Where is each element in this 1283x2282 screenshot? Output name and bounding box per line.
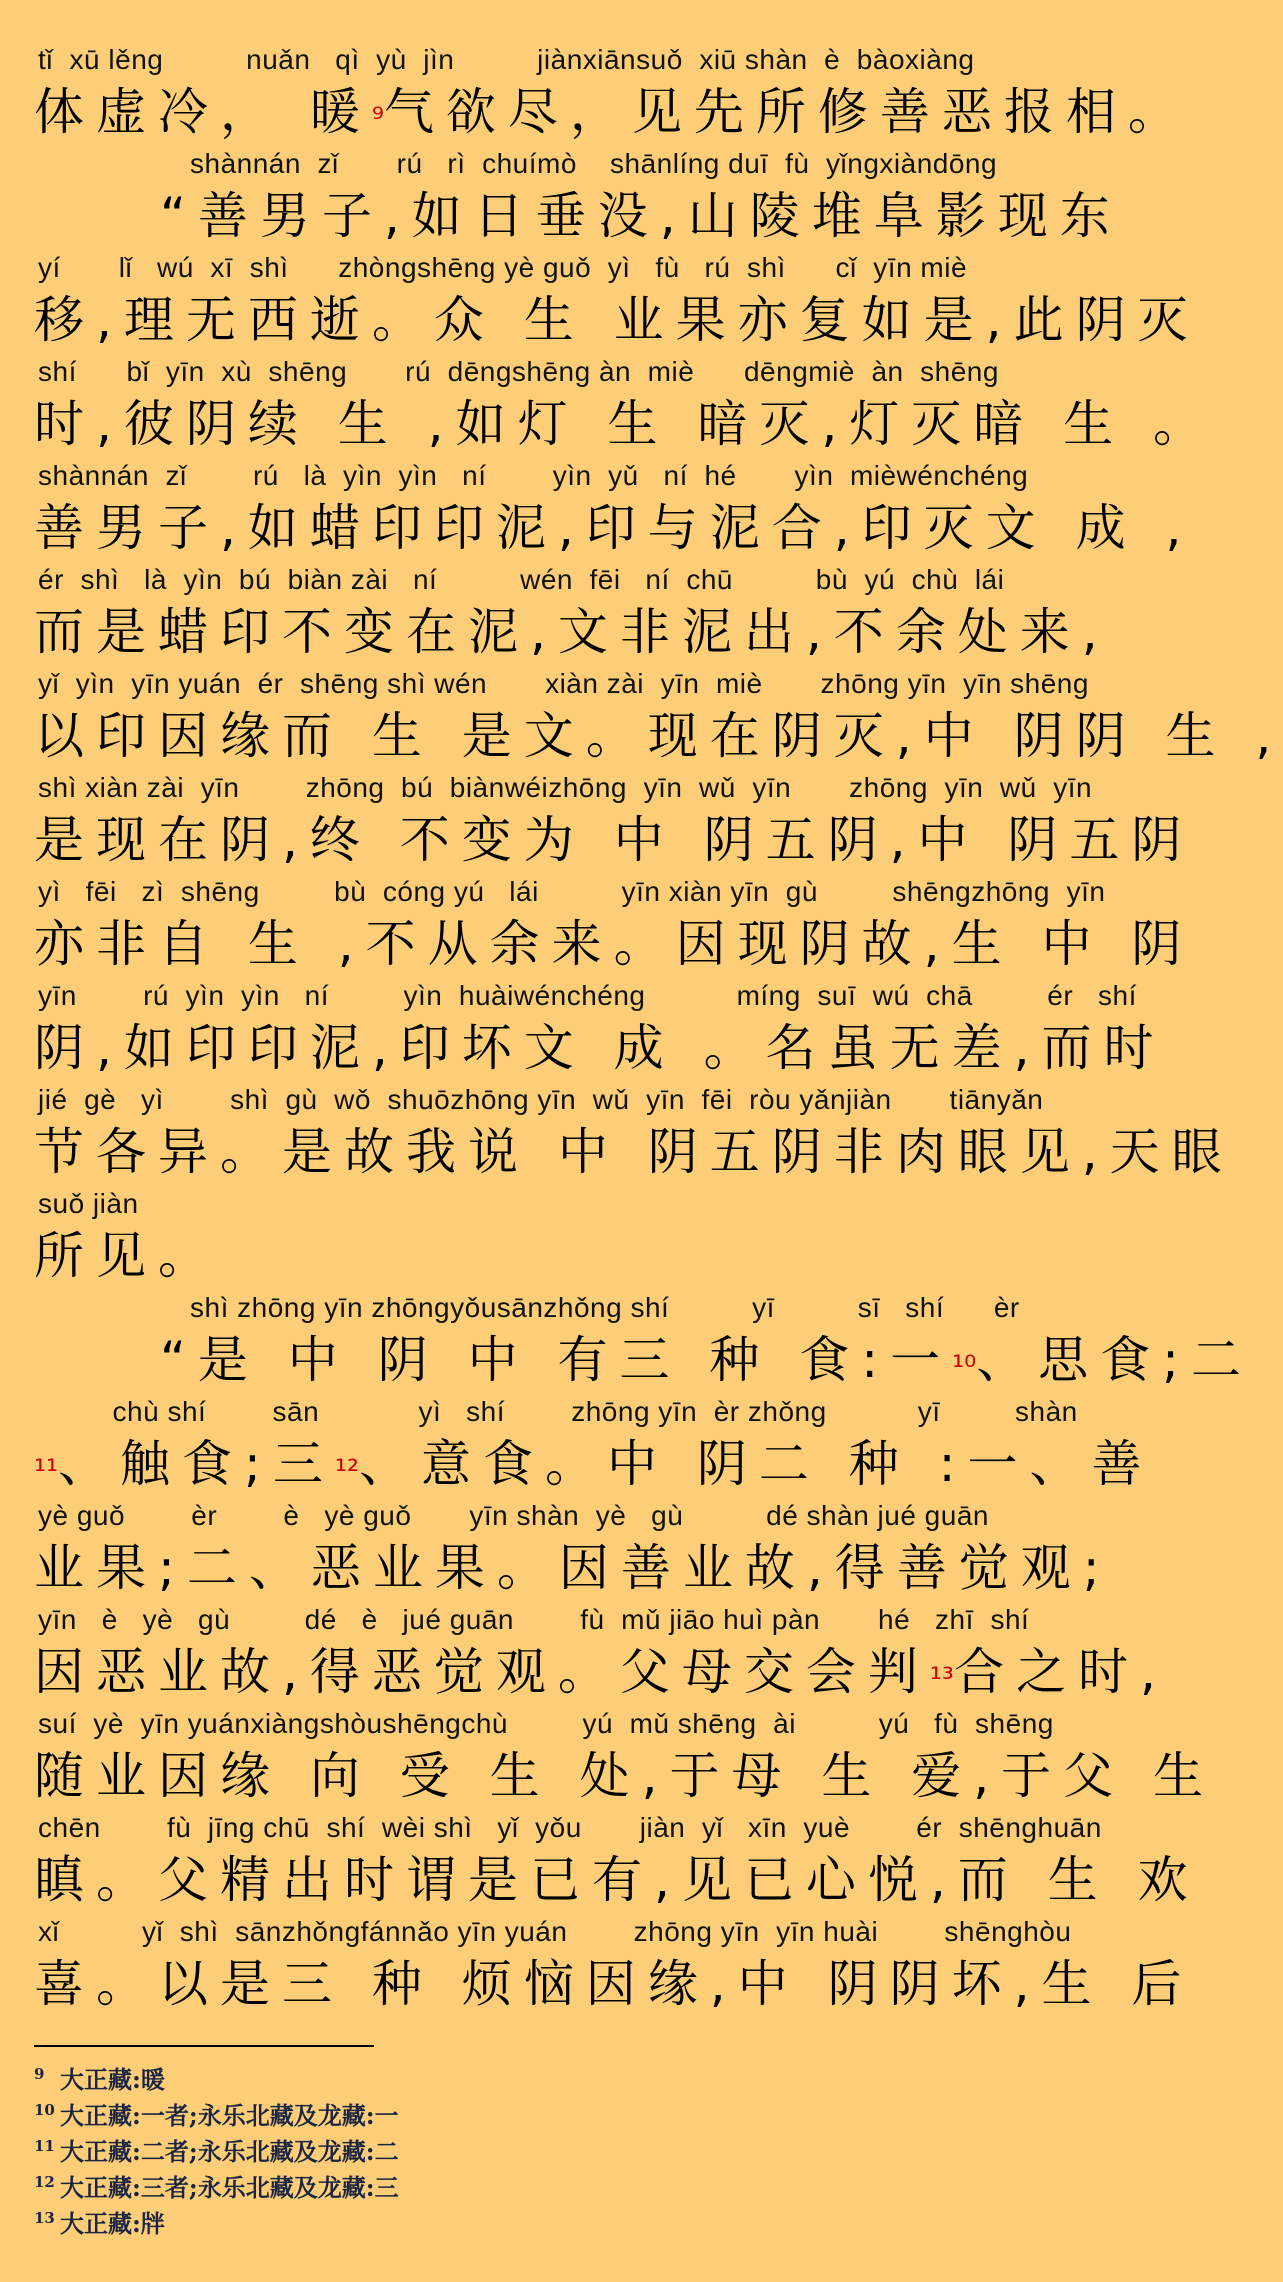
footnote	[34, 2098, 1034, 2134]
text-line	[34, 1288, 1254, 1392]
pinyin-annotation: yí lǐ wú xī shì zhòngshēng yè guǒ yì fù rú shì cǐ yīn miè	[38, 252, 968, 283]
pinyin-annotation: shì zhōng yīn zhōngyǒusānzhǒng shí yī sī shí èr	[190, 1292, 1020, 1323]
footnote-number: 12	[34, 2173, 55, 2191]
footnote-marker: ¹⁰	[952, 1350, 977, 1385]
chinese-text: 体虚冷， 暖⁹气欲尽，见先所修善恶报相。	[34, 83, 1190, 141]
footnote	[34, 2062, 1034, 2098]
pinyin-annotation: yǐ yìn yīn yuán ér shēng shì wén xiàn zài yīn miè zhōng yīn yīn shēng	[38, 668, 1089, 699]
footnote-marker: ¹¹	[34, 1454, 59, 1489]
text-line	[34, 560, 1110, 664]
text-line	[34, 352, 1216, 456]
chinese-text: 瞋。父精出时谓是已有,见已心悦,而 生 欢	[34, 1851, 1200, 1909]
footnote-number: 11	[34, 2137, 55, 2155]
footnote-divider	[34, 2045, 374, 2047]
chinese-text: 亦非自 生 ,不从余来。因现阴故,生 中 阴	[34, 915, 1194, 973]
chinese-text: 而是蜡印不变在泥,文非泥出,不余处来,	[34, 603, 1110, 661]
text-line	[34, 1392, 1154, 1496]
footnote-marker: ⁹	[371, 102, 384, 137]
chinese-text: 时,彼阴续 生 ,如灯 生 暗灭,灯灭暗 生 。	[34, 395, 1216, 453]
chinese-text: 阴,如印印泥,印坏文 成 。名虽无差,而时	[34, 1019, 1166, 1077]
text-line	[34, 144, 1122, 248]
text-line	[34, 664, 1283, 768]
chinese-text: 是现在阴,终 不变为 中 阴五阴,中 阴五阴	[34, 811, 1194, 869]
chinese-text: 喜。以是三 种 烦恼因缘,中 阴阴坏,生 后	[34, 1955, 1194, 2013]
footnote-marker: ¹³	[929, 1662, 954, 1697]
pinyin-annotation: suǒ jiàn	[38, 1188, 139, 1219]
footnote-number: 9	[34, 2065, 45, 2083]
footnote	[34, 2170, 1034, 2206]
footnote-text: 大正藏:二者;永乐北藏及龙藏:二	[60, 2137, 399, 2166]
chinese-text: 业果;二、恶业果。因善业故,得善觉观;	[34, 1539, 1112, 1597]
text-line	[34, 976, 1166, 1080]
pinyin-annotation: suí yè yīn yuánxiàngshòushēngchù yú mǔ shēng ài yú fù shēng	[38, 1708, 1054, 1739]
footnote-number: 13	[34, 2209, 55, 2227]
footnote-marker: ¹²	[334, 1454, 359, 1489]
pinyin-annotation: chēn fù jīng chū shí wèi shì yǐ yǒu jiàn yǐ xīn yuè ér shēnghuān	[38, 1812, 1102, 1843]
footnote-text: 大正藏:一者;永乐北藏及龙藏:一	[60, 2101, 399, 2130]
text-line	[34, 1080, 1234, 1184]
pinyin-annotation: tǐ xū lěng nuǎn qì yù jìn jiànxiānsuǒ xiū shàn è bàoxiàng	[38, 44, 975, 75]
chinese-text: “是 中 阴 中 有三 种 食:一¹⁰、思食;二	[160, 1331, 1254, 1389]
pinyin-annotation: jié gè yì shì gù wǒ shuōzhōng yīn wǔ yīn fēi ròu yǎnjiàn tiānyǎn	[38, 1084, 1044, 1115]
text-line	[34, 1704, 1216, 1808]
pinyin-annotation: chù shí sān yì shí zhōng yīn èr zhǒng yī shàn	[38, 1396, 1078, 1427]
chinese-text: 随业因缘 向 受 生 处,于母 生 爱,于父 生	[34, 1747, 1216, 1805]
pinyin-annotation: shí bǐ yīn xù shēng rú dēngshēng àn miè dēngmiè àn shēng	[38, 356, 999, 387]
pinyin-annotation: yè guǒ èr è yè guǒ yīn shàn yè gù dé shàn jué guān	[38, 1500, 989, 1531]
text-line	[34, 768, 1194, 872]
footnotes	[34, 2062, 1034, 2242]
text-line	[34, 872, 1194, 976]
footnote-number: 10	[34, 2101, 55, 2119]
text-line	[34, 1496, 1112, 1600]
pinyin-annotation: xǐ yǐ shì sānzhǒngfánnǎo yīn yuán zhōng yīn yīn huài shēnghòu	[38, 1916, 1072, 1947]
sutra-text	[34, 40, 1283, 2016]
text-line	[34, 1600, 1168, 1704]
text-line	[34, 1912, 1194, 2016]
text-line	[34, 248, 1200, 352]
chinese-text: ¹¹、触食;三¹²、意食。中 阴二 种 :一、善	[34, 1435, 1154, 1493]
chinese-text: “善男子,如日垂没,山陵堆阜影现东	[160, 187, 1122, 245]
footnote-text: 大正藏:牉	[60, 2209, 165, 2238]
footnote	[34, 2206, 1034, 2242]
chinese-text: 以印因缘而 生 是文。现在阴灭,中 阴阴 生 ,	[34, 707, 1283, 765]
pinyin-annotation: shànnán zǐ rú rì chuímò shānlíng duī fù yǐngxiàndōng	[190, 148, 998, 179]
pinyin-annotation: ér shì là yìn bú biàn zài ní wén fēi ní chū bù yú chù lái	[38, 564, 1005, 595]
text-line	[34, 456, 1194, 560]
pinyin-annotation: yīn rú yìn yìn ní yìn huàiwénchéng míng suī wú chā ér shí	[38, 980, 1137, 1011]
pinyin-annotation: shànnán zǐ rú là yìn yìn ní yìn yǔ ní hé yìn mièwénchéng	[38, 460, 1029, 491]
pinyin-annotation: yì fēi zì shēng bù cóng yú lái yīn xiàn yīn gù shēngzhōng yīn	[38, 876, 1106, 907]
pinyin-annotation: shì xiàn zài yīn zhōng bú biànwéizhōng yīn wǔ yīn zhōng yīn wǔ yīn	[38, 772, 1093, 803]
text-line	[34, 1184, 1074, 1288]
footnote-text: 大正藏:三者;永乐北藏及龙藏:三	[60, 2173, 399, 2202]
text-line	[34, 40, 1190, 144]
chinese-text: 所见。	[34, 1227, 220, 1285]
chinese-text: 节各异。是故我说 中 阴五阴非肉眼见,天眼	[34, 1123, 1234, 1181]
chinese-text: 因恶业故,得恶觉观。父母交会判¹³合之时,	[34, 1643, 1168, 1701]
footnote-text: 大正藏:暖	[60, 2065, 165, 2094]
chinese-text: 善男子,如蜡印印泥,印与泥合,印灭文 成 ,	[34, 499, 1194, 557]
text-line	[34, 1808, 1200, 1912]
chinese-text: 移,理无西逝。众 生 业果亦复如是,此阴灭	[34, 291, 1200, 349]
footnote	[34, 2134, 1034, 2170]
pinyin-annotation: yīn è yè gù dé è jué guān fù mǔ jiāo huì pàn hé zhī shí	[38, 1604, 1030, 1635]
